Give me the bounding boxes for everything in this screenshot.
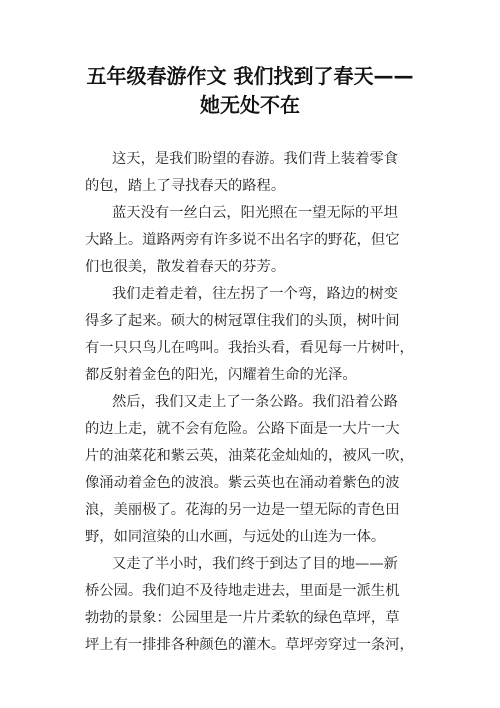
essay-body	[85, 146, 422, 659]
paragraph-4-line: 野，如同渲染的山水画，与远处的山连为一体。	[85, 529, 386, 545]
paragraph-5-line: 又走了半小时，我们终于到达了目的地——新	[112, 556, 398, 572]
paragraph-3-line: 我们走着走着，往左拐了一个弯，路边的树变	[112, 286, 398, 302]
paragraph-3-line: 得多了起来。硕大的树冠罩住我们的头顶，树叶间	[85, 313, 400, 329]
paragraph-1-line: 的包，踏上了寻找春天的路程。	[85, 178, 286, 194]
paragraph-4-line: 然后，我们又走上了一条公路。我们沿着公路	[112, 394, 398, 410]
paragraph-3-line: 有一只只鸟儿在鸣叫。我抬头看，看见每一片树叶，	[85, 340, 414, 356]
paragraph-4-line: 的边上走，就不会有危险。公路下面是一大片一大	[85, 421, 400, 437]
paragraph-1-line: 这天，是我们盼望的春游。我们背上装着零食	[112, 151, 398, 167]
essay-title-line-1: 五年级春游作文 我们找到了春天——	[86, 64, 414, 88]
paragraph-3-line: 都反射着金色的阳光，闪耀着生命的光泽。	[85, 367, 357, 383]
paragraph-2-line: 们也很美，散发着春天的芬芳。	[85, 259, 286, 275]
paragraph-5-line: 勃勃的景象：公园里是一片片柔软的绿色草坪，草	[85, 610, 400, 626]
paragraph-4-line: 片的油菜花和紫云英，油菜花金灿灿的，被风一吹，	[85, 448, 414, 464]
paragraph-5-line: 桥公园。我们迫不及待地走进去，里面是一派生机	[85, 583, 400, 599]
paragraph-4-line: 浪，美丽极了。花海的另一边是一望无际的青色田	[85, 502, 400, 518]
paragraph-2-line: 蓝天没有一丝白云，阳光照在一望无际的平坦	[112, 205, 398, 221]
essay-title-line-2: 她无处不在	[200, 93, 300, 117]
paragraph-4-line: 像涌动着金色的波浪。紫云英也在涌动着紫色的波	[85, 475, 400, 491]
paragraph-2-line: 大路上。道路两旁有许多说不出名字的野花，但它	[85, 232, 400, 248]
paragraph-5-line: 坪上有一排排各种颜色的灌木。草坪旁穿过一条河，	[85, 637, 414, 653]
